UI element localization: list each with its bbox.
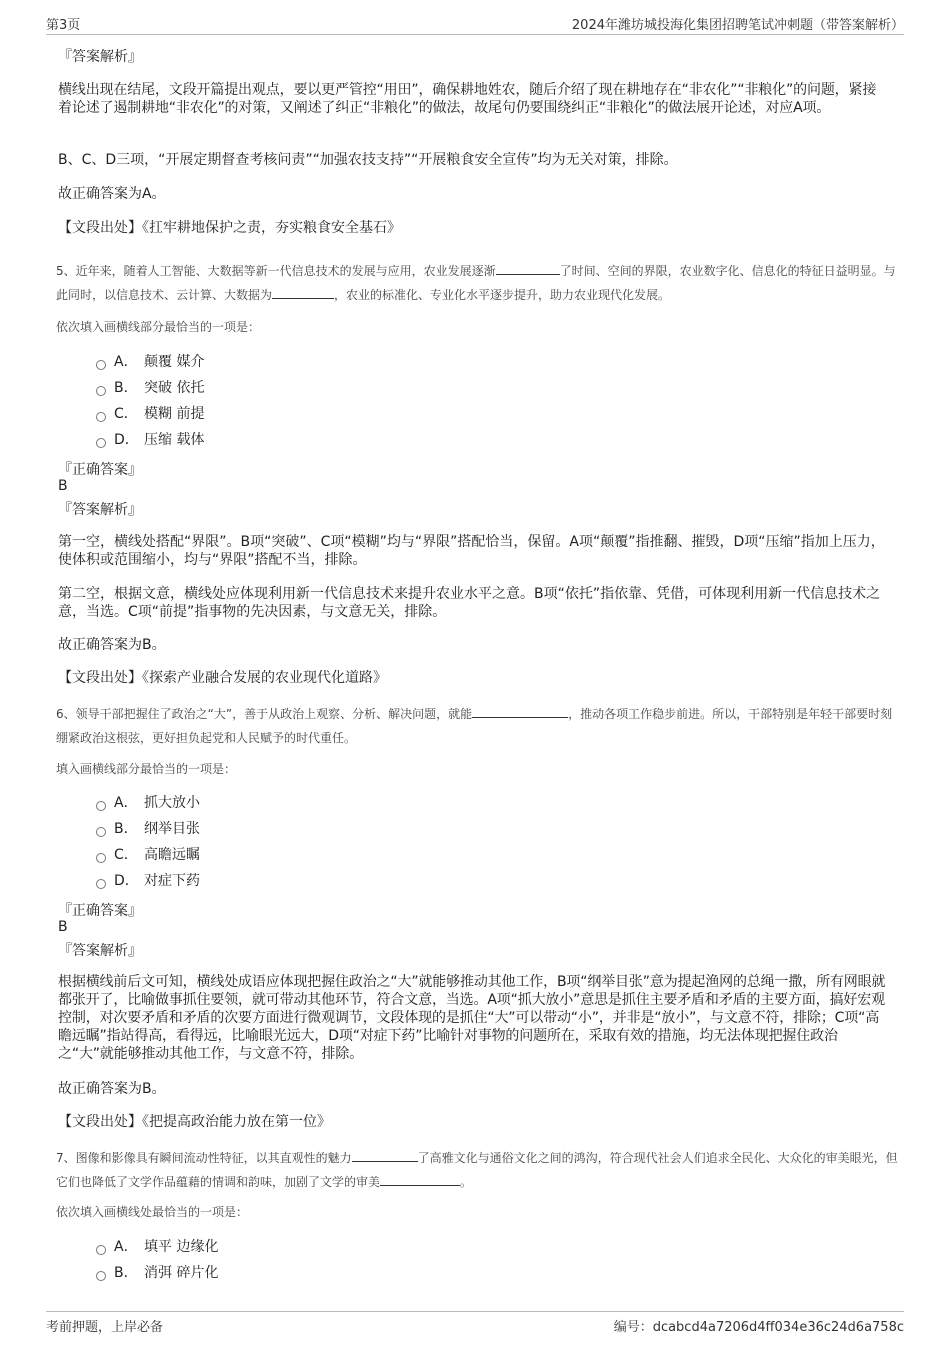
q5-option-c[interactable] (96, 404, 204, 424)
radio-icon[interactable] (96, 827, 106, 837)
option-key: B． (114, 821, 138, 837)
q6-analysis-label: 『答案解析』 (58, 943, 142, 959)
q6-option-d[interactable] (96, 871, 200, 891)
radio-icon[interactable] (96, 853, 106, 863)
q5-blank-2 (272, 285, 334, 299)
q6-option-c[interactable] (96, 845, 200, 865)
option-key: D． (114, 432, 139, 448)
q5-conclusion: 故正确答案为B。 (58, 637, 166, 653)
q5-prompt: 依次填入画横线部分最恰当的一项是： (56, 320, 261, 334)
option-text: 突破 依托 (144, 380, 205, 396)
q6-prompt: 填入画横线部分最恰当的一项是： (56, 762, 237, 776)
q7-option-a[interactable] (96, 1237, 218, 1257)
document-title: 2024年潍坊城投海化集团招聘笔试冲刺题（带答案解析） (571, 18, 904, 33)
radio-icon[interactable] (96, 1271, 106, 1281)
q6-answer: B (58, 919, 68, 935)
option-key: C． (114, 847, 138, 863)
radio-icon[interactable] (96, 879, 106, 889)
q4-analysis-label: 『答案解析』 (58, 49, 142, 65)
option-text: 模糊 前提 (144, 406, 205, 422)
q5-answer: B (58, 478, 68, 494)
page-header (46, 12, 904, 35)
option-text: 对症下药 (144, 873, 200, 889)
q7-prompt: 依次填入画横线处最恰当的一项是： (56, 1205, 249, 1219)
q6-answer-label: 『正确答案』 (58, 903, 142, 919)
q5-option-a[interactable] (96, 352, 204, 372)
option-text: 压缩 载体 (144, 432, 205, 448)
option-key: A． (114, 1239, 138, 1255)
q5-source: 【文段出处】《探索产业融合发展的农业现代化道路》 (58, 670, 387, 686)
page-number: 第3页 (46, 18, 81, 33)
q6-stem-part: 6、领导干部把握住了政治之“大”，善于从政治上观察、分析、解决问题，就能 (56, 707, 473, 721)
option-text: 填平 边缘化 (144, 1239, 219, 1255)
q5-blank-1 (496, 261, 560, 275)
option-key: A． (114, 354, 138, 370)
q4-analysis-p2: B、C、D三项，“开展定期督查考核问责”“加强农技支持”“开展粮食安全宣传”均为无关对策，排除。 (58, 152, 678, 168)
radio-icon[interactable] (96, 412, 106, 422)
q4-source: 【文段出处】《扛牢耕地保护之责，夯实粮食安全基石》 (58, 220, 401, 236)
q6-source: 【文段出处】《把提高政治能力放在第一位》 (58, 1114, 331, 1130)
radio-icon[interactable] (96, 801, 106, 811)
radio-icon[interactable] (96, 438, 106, 448)
radio-icon[interactable] (96, 1245, 106, 1255)
q6-conclusion: 故正确答案为B。 (58, 1081, 166, 1097)
option-text: 纲举目张 (144, 821, 200, 837)
q7-stem (56, 1146, 904, 1194)
q5-answer-label: 『正确答案』 (58, 462, 142, 478)
option-key: B． (114, 380, 138, 396)
footer-slogan: 考前押题，上岸必备 (46, 1320, 164, 1335)
q5-analysis-label: 『答案解析』 (58, 502, 142, 518)
q5-stem-part: 了时间、空间的界限，农业数字化、信息化的特征日益明显。与此同时，以信息技术、云计算、大数据为 (56, 264, 896, 302)
option-key: A． (114, 795, 138, 811)
q6-stem-part: ，推动各项工作稳步前进。所以，干部特别是年轻干部要时刻绷紧政治这根弦，更好担负起党和人民赋予的时代重任。 (56, 707, 893, 745)
footer-serial: 编号：dcabcd4a7206d4ff034e36c24d6a758c (613, 1320, 904, 1335)
q6-option-a[interactable] (96, 793, 200, 813)
q5-stem (56, 259, 904, 307)
option-key: D． (114, 873, 139, 889)
option-text: 颠覆 媒介 (144, 354, 205, 370)
q4-analysis-p1: 横线出现在结尾，文段开篇提出观点，要以更严管控“用田”，确保耕地姓农，随后介绍了现在耕地存在“非农化”“非粮化”的问题，紧接着论述了遏制耕地“非农化”的对策，又阐述了纠正“非粮化”的做法，故尾句仍要围绕纠正“非粮化”的做法展开论述，对应A项。 (58, 82, 877, 116)
option-text: 消弭 碎片化 (144, 1265, 219, 1281)
option-key: B． (114, 1265, 138, 1281)
q5-stem-part: 5、近年来，随着人工智能、大数据等新一代信息技术的发展与应用，农业发展逐渐 (56, 264, 496, 278)
q5-stem-part: ，农业的标准化、专业化水平逐步提升，助力农业现代化发展。 (334, 288, 671, 302)
option-text: 抓大放小 (144, 795, 200, 811)
option-text: 高瞻远瞩 (144, 847, 200, 863)
q5-analysis-p2: 第二空，根据文意，横线处应体现利用新一代信息技术来提升农业水平之意。B项“依托”指依靠、凭借，可体现利用新一代信息技术之意，当选。C项“前提”指事物的先决因素，与文意无关，排除。 (58, 586, 881, 620)
q7-stem-part: 7、图像和影像具有瞬间流动性特征，以其直观性的魅力 (56, 1151, 352, 1165)
q7-stem-part: 了高雅文化与通俗文化之间的鸿沟，符合现代社会人们追求全民化、大众化的审美眼光，但它们也降低了文学作品蕴藉的情调和韵味，加剧了文学的审美 (56, 1151, 898, 1189)
q7-stem-part: 。 (460, 1175, 473, 1189)
page-footer (46, 1311, 904, 1336)
radio-icon[interactable] (96, 360, 106, 370)
q6-option-b[interactable] (96, 819, 200, 839)
q7-option-b[interactable] (96, 1263, 218, 1283)
q7-blank-1 (352, 1148, 418, 1162)
q5-option-d[interactable] (96, 430, 204, 450)
q6-analysis-p1: 根据横线前后文可知，横线处成语应体现把握住政治之“大”就能够推动其他工作，B项“纲举目张”意为提起渔网的总绳一撒，所有网眼就都张开了，比喻做事抓住要领，就可带动其他环节，符合文意，当选。A项“抓大放小”意思是抓住主要矛盾和矛盾的主要方面，搞好宏观控制，对次要矛盾和矛盾的次要方面进行微观调节，文段体现的是抓住“大”可以带动“小”，并非是“放小”，与文意不符，排除；C项“高瞻远瞩”指站得高，看得远，比喻眼光远大，D项“对症下药”比喻针对事物的问题所在，采取有效的措施，均无法体现把握住政治之“大”就能够推动其他工作，与文意不符，排除。 (58, 974, 886, 1062)
q7-blank-2 (380, 1172, 460, 1186)
radio-icon[interactable] (96, 386, 106, 396)
q6-stem (56, 702, 904, 750)
q5-option-b[interactable] (96, 378, 204, 398)
q6-blank (472, 704, 568, 718)
option-key: C． (114, 406, 138, 422)
q4-conclusion: 故正确答案为A。 (58, 186, 166, 202)
q5-analysis-p1: 第一空，横线处搭配“界限”。B项“突破”、C项“模糊”均与“界限”搭配恰当，保留。A项“颠覆”指推翻、摧毁，D项“压缩”指加上压力，使体积或范围缩小，均与“界限”搭配不当，排除。 (58, 534, 885, 568)
